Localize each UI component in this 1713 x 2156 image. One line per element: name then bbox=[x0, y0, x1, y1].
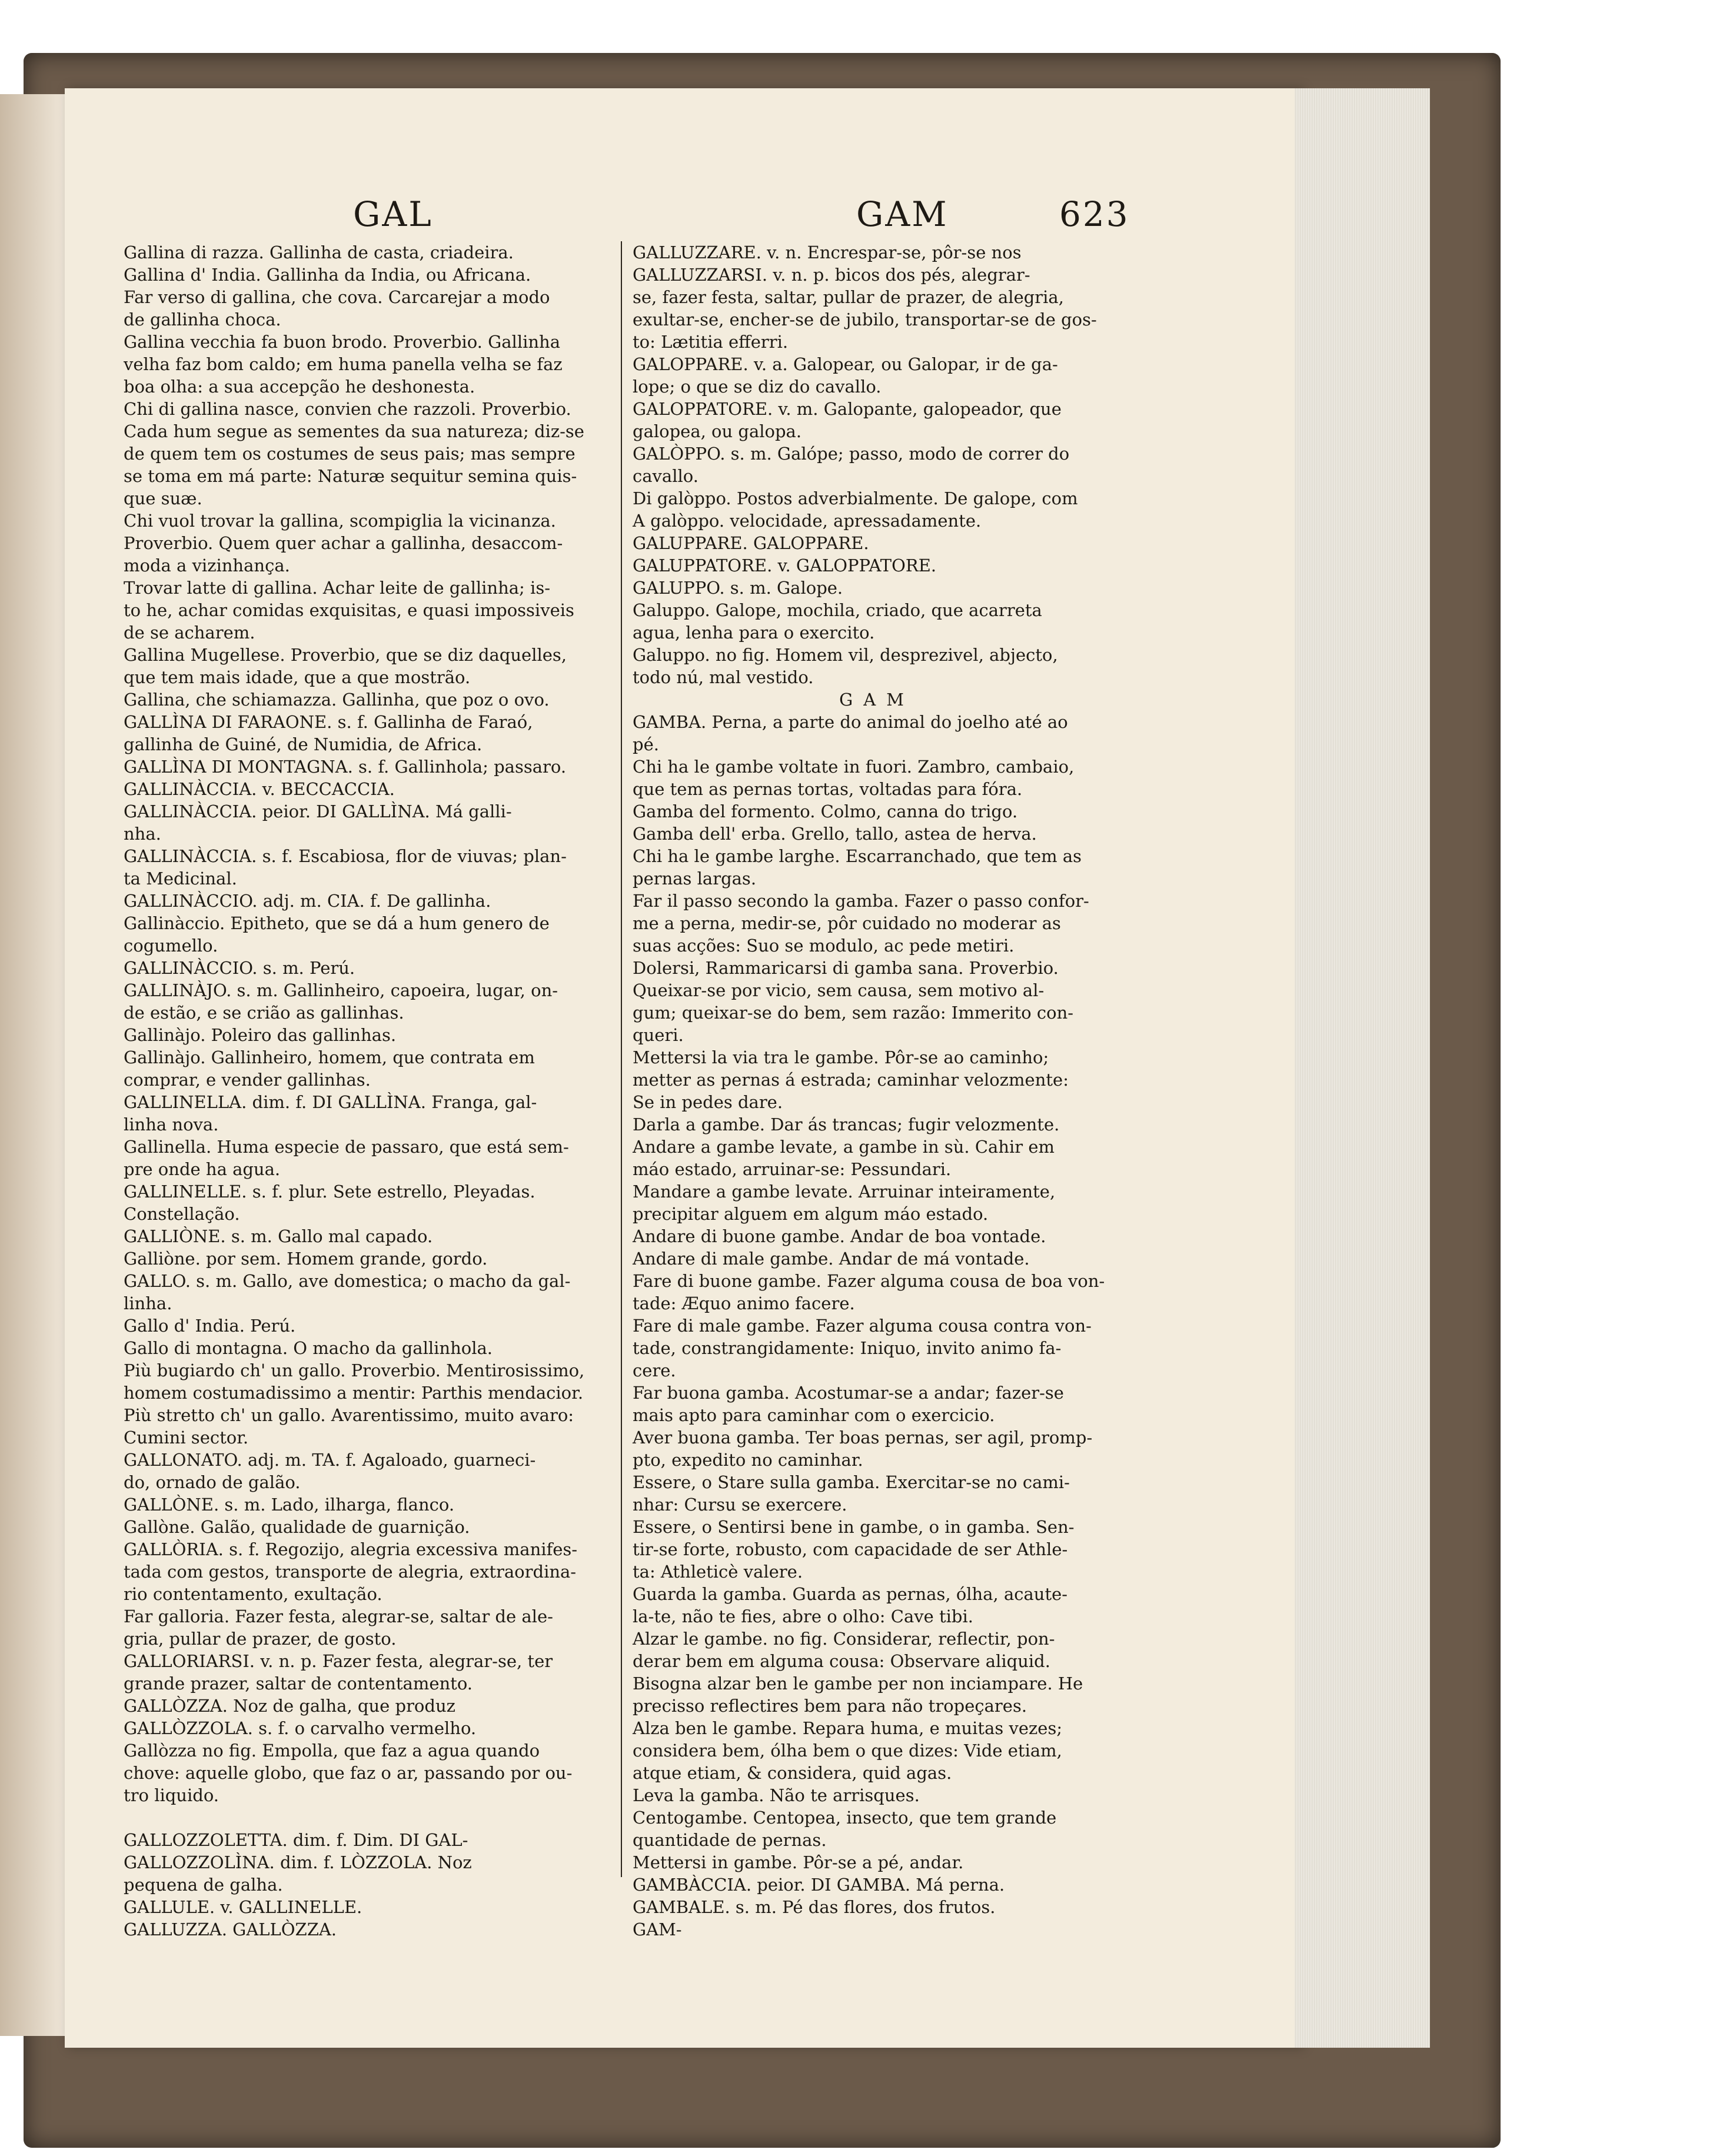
text-line: Galliòne. por sem. Homem grande, gordo. bbox=[124, 1249, 488, 1269]
text-line: Gallina vecchia fa buon brodo. Proverbio. Gallinha bbox=[124, 332, 561, 352]
text-line: to: Lætitia efferri. bbox=[633, 332, 789, 352]
text-line: GALLUZZA. GALLÒZZA. bbox=[124, 1919, 337, 1939]
text-line: pé. bbox=[633, 734, 659, 754]
text-line: de se acharem. bbox=[124, 623, 255, 643]
text-line: pto, expedito no caminhar. bbox=[633, 1450, 863, 1470]
text-line: suas acções: Suo se modulo, ac pede metiri. bbox=[633, 936, 1015, 956]
text-line: Galuppo. no fig. Homem vil, desprezivel, abjecto, bbox=[633, 645, 1058, 665]
running-head-left: GAL bbox=[353, 194, 433, 234]
text-line: de quem tem os costumes de seus pais; mas sempre bbox=[124, 444, 576, 464]
text-line: Di galòppo. Postos adverbialmente. De galope, com bbox=[633, 488, 1078, 508]
text-line: Gallo d' India. Perú. bbox=[124, 1316, 296, 1336]
text-line bbox=[124, 1806, 612, 1829]
text-line: quantidade de pernas. bbox=[633, 1830, 827, 1850]
text-line: ta Medicinal. bbox=[124, 869, 237, 889]
text-line: que suæ. bbox=[124, 488, 202, 508]
text-line: precisso reflectires bem para não tropeçares. bbox=[633, 1696, 1027, 1716]
text-line: Andare di male gambe. Andar de má vontade. bbox=[633, 1249, 1030, 1269]
text-line: GALLULE. v. GALLINELLE. bbox=[124, 1897, 362, 1917]
text-line: GALLINÀCCIO. s. m. Perú. bbox=[124, 958, 355, 978]
text-line: Gallinàjo. Gallinheiro, homem, que contrata em bbox=[124, 1047, 535, 1067]
text-line: GALLÒRIA. s. f. Regozijo, alegria excessiva manifes- bbox=[124, 1539, 578, 1559]
text-line: lope; o que se diz do cavallo. bbox=[633, 377, 882, 397]
text-line: gallinha de Guiné, de Numidia, de Africa. bbox=[124, 734, 483, 754]
text-line: Far il passo secondo la gamba. Fazer o passo confor- bbox=[633, 891, 1089, 911]
text-line: nha. bbox=[124, 824, 161, 844]
text-line: GALLINÀCCIO. adj. m. CIA. f. De gallinha. bbox=[124, 891, 491, 911]
left-page-edge bbox=[0, 94, 65, 2036]
text-line: Gallina, che schiamazza. Gallinha, que poz o ovo. bbox=[124, 690, 550, 710]
text-line: Mandare a gambe levate. Arruinar inteiramente, bbox=[633, 1182, 1056, 1202]
text-line: Gallòne. Galão, qualidade de guarnição. bbox=[124, 1517, 470, 1537]
text-line: pernas largas. bbox=[633, 869, 757, 889]
text-line: Far verso di gallina, che cova. Carcarejar a modo bbox=[124, 287, 550, 307]
text-line: precipitar alguem em algum máo estado. bbox=[633, 1204, 989, 1224]
text-line: GALLINÀCCIA. v. BECCACCIA. bbox=[124, 779, 395, 799]
text-line: tada com gestos, transporte de alegria, extraordina- bbox=[124, 1562, 577, 1582]
text-line: Andare a gambe levate, a gambe in sù. Cahir em bbox=[633, 1137, 1055, 1157]
text-line: Andare di buone gambe. Andar de boa vontade. bbox=[633, 1226, 1046, 1246]
text-line: Fare di male gambe. Fazer alguma cousa contra von- bbox=[633, 1316, 1092, 1336]
column-rule bbox=[621, 241, 622, 1877]
text-line: boa olha: a sua accepção he deshonesta. bbox=[124, 377, 475, 397]
text-line: Gallina d' India. Gallinha da India, ou Africana. bbox=[124, 265, 531, 285]
text-line: GALLINÀCCIA. peior. DI GALLÌNA. Má galli- bbox=[124, 801, 512, 821]
text-line: ta: Athleticè valere. bbox=[633, 1562, 803, 1582]
text-line: tade: Æquo animo facere. bbox=[633, 1293, 855, 1313]
text-line: GALLO. s. m. Gallo, ave domestica; o macho da gal- bbox=[124, 1271, 571, 1291]
text-line: Chi ha le gambe larghe. Escarranchado, que tem as bbox=[633, 846, 1082, 866]
text-line: GALÒPPO. s. m. Galópe; passo, modo de correr do bbox=[633, 444, 1070, 464]
text-line: cavallo. bbox=[633, 466, 698, 486]
text-line: Gallinella. Huma especie de passaro, que está sem- bbox=[124, 1137, 569, 1157]
text-line: GALLUZZARSI. v. n. p. bicos dos pés, alegrar- bbox=[633, 265, 1030, 285]
text-line: GALLORIARSI. v. n. p. Fazer festa, alegrar-se, ter bbox=[124, 1651, 553, 1671]
text-line: Gallina di razza. Gallinha de casta, criadeira. bbox=[124, 242, 514, 262]
text-line: Chi vuol trovar la gallina, scompiglia la vicinanza. bbox=[124, 511, 556, 531]
text-line: Leva la gamba. Não te arrisques. bbox=[633, 1785, 920, 1805]
text-line: GALLÒZZOLA. s. f. o carvalho vermelho. bbox=[124, 1718, 477, 1738]
text-line: la-te, não te fies, abre o olho: Cave tibi. bbox=[633, 1606, 973, 1626]
text-line: GALLINELLE. s. f. plur. Sete estrello, Pleyadas. bbox=[124, 1182, 535, 1202]
text-line: Gallinàccio. Epitheto, que se dá a hum genero de bbox=[124, 913, 550, 933]
text-line: A galòppo. velocidade, apressadamente. bbox=[633, 511, 982, 531]
text-line: GALLÌNA DI MONTAGNA. s. f. Gallinhola; passaro. bbox=[124, 757, 567, 777]
text-line: gum; queixar-se do bem, sem razão: Immerito con- bbox=[633, 1003, 1074, 1023]
text-line: do, ornado de galão. bbox=[124, 1472, 301, 1492]
text-line: GALLÌNA DI FARAONE. s. f. Gallinha de Faraó, bbox=[124, 712, 533, 732]
text-line: GAMBA. Perna, a parte do animal do joelho até ao bbox=[633, 712, 1068, 732]
text-line: GALUPPARE. GALOPPARE. bbox=[633, 533, 869, 553]
text-line: Guarda la gamba. Guarda as pernas, ólha, acaute- bbox=[633, 1584, 1068, 1604]
text-line: derar bem em alguma cousa: Observare aliquid. bbox=[633, 1651, 1050, 1671]
text-line: Queixar-se por vicio, sem causa, sem motivo al- bbox=[633, 980, 1045, 1000]
text-line: velha faz bom caldo; em huma panella velha se faz bbox=[124, 354, 563, 374]
text-line: comprar, e vender gallinhas. bbox=[124, 1070, 371, 1090]
text-line: GALLIÒNE. s. m. Gallo mal capado. bbox=[124, 1226, 433, 1246]
text-line: tro liquido. bbox=[124, 1785, 219, 1805]
text-line: se, fazer festa, saltar, pullar de prazer, de alegria, bbox=[633, 287, 1064, 307]
text-line: Mettersi in gambe. Pôr-se a pé, andar. bbox=[633, 1852, 964, 1872]
text-line: Chi ha le gambe voltate in fuori. Zambro, cambaio, bbox=[633, 757, 1075, 777]
right-column bbox=[633, 241, 1121, 1941]
text-line: se toma em má parte: Naturæ sequitur semina quis- bbox=[124, 466, 577, 486]
text-line: de estão, e se crião as gallinhas. bbox=[124, 1003, 404, 1023]
text-line: GALUPPO. s. m. Galope. bbox=[633, 578, 843, 598]
text-line: grande prazer, saltar de contentamento. bbox=[124, 1673, 473, 1693]
text-line: chove: aquelle globo, que faz o ar, passando por ou- bbox=[124, 1763, 573, 1783]
text-line: Cumini sector. bbox=[124, 1428, 249, 1448]
text-line: Alza ben le gambe. Repara huma, e muitas vezes; bbox=[633, 1718, 1063, 1738]
text-line: pre onde ha agua. bbox=[124, 1159, 281, 1179]
page-fore-edge bbox=[1295, 88, 1430, 2048]
text-line: GALLINÀJO. s. m. Gallinheiro, capoeira, lugar, on- bbox=[124, 980, 558, 1000]
text-line: Gamba dell' erba. Grello, tallo, astea de herva. bbox=[633, 824, 1037, 844]
text-line: agua, lenha para o exercito. bbox=[633, 623, 875, 643]
text-line: Essere, o Sentirsi bene in gambe, o in gamba. Sen- bbox=[633, 1517, 1075, 1537]
text-line: moda a vizinhança. bbox=[124, 555, 290, 575]
text-line: Gallòzza no fig. Empolla, que faz a agua quando bbox=[124, 1741, 540, 1761]
text-line: pequena de galha. bbox=[124, 1875, 283, 1895]
text-line: linha. bbox=[124, 1293, 172, 1313]
text-line: gria, pullar de prazer, de gosto. bbox=[124, 1629, 397, 1649]
text-line: Far buona gamba. Acostumar-se a andar; fazer-se bbox=[633, 1383, 1064, 1403]
text-line: GAMBÀCCIA. peior. DI GAMBA. Má perna. bbox=[633, 1875, 1005, 1895]
page-number: 623 bbox=[1059, 194, 1130, 234]
text-line: GAMBALE. s. m. Pé das flores, dos frutos. bbox=[633, 1897, 996, 1917]
text-line: galopea, ou galopa. bbox=[633, 421, 802, 441]
text-line: GAM bbox=[839, 690, 914, 710]
text-line: Dolersi, Rammaricarsi di gamba sana. Proverbio. bbox=[633, 958, 1059, 978]
text-line: metter as pernas á estrada; caminhar velozmente: bbox=[633, 1070, 1069, 1090]
text-line: GALLINÀCCIA. s. f. Escabiosa, flor de viuvas; plan- bbox=[124, 846, 567, 866]
text-line: todo nú, mal vestido. bbox=[633, 667, 814, 687]
text-line: atque etiam, & considera, quid agas. bbox=[633, 1763, 952, 1783]
text-line: mais apto para caminhar com o exercicio. bbox=[633, 1405, 995, 1425]
text-line: Alzar le gambe. no fig. Considerar, reflectir, pon- bbox=[633, 1629, 1055, 1649]
text-line: GALLINELLA. dim. f. DI GALLÌNA. Franga, gal- bbox=[124, 1092, 537, 1112]
text-line: que tem as pernas tortas, voltadas para fóra. bbox=[633, 779, 1023, 799]
text-line: GALLUZZARE. v. n. Encrespar-se, pôr-se nos bbox=[633, 242, 1022, 262]
text-line: Constellação. bbox=[124, 1204, 240, 1224]
running-head-center: GAM bbox=[856, 194, 949, 234]
text-line: GALLOZZOLÌNA. dim. f. LÒZZOLA. Noz bbox=[124, 1852, 472, 1872]
text-line: GALOPPARE. v. a. Galopear, ou Galopar, ir de ga- bbox=[633, 354, 1058, 374]
text-line: Chi di gallina nasce, convien che razzoli. Proverbio. bbox=[124, 399, 571, 419]
text-line: Cada hum segue as sementes da sua natureza; diz-se bbox=[124, 421, 584, 441]
text-line: Aver buona gamba. Ter boas pernas, ser agil, promp- bbox=[633, 1428, 1093, 1448]
text-line: Più bugiardo ch' un gallo. Proverbio. Mentirosissimo, bbox=[124, 1360, 585, 1380]
text-line: Se in pedes dare. bbox=[633, 1092, 783, 1112]
text-line: máo estado, arruinar-se: Pessundari. bbox=[633, 1159, 952, 1179]
text-line: Proverbio. Quem quer achar a gallinha, desaccom- bbox=[124, 533, 563, 553]
text-line: cogumello. bbox=[124, 936, 218, 956]
text-line: nhar: Cursu se exercere. bbox=[633, 1495, 847, 1515]
text-line: Gallina Mugellese. Proverbio, que se diz daquelles, bbox=[124, 645, 567, 665]
text-line: homem costumadissimo a mentir: Parthis mendacior. bbox=[124, 1383, 584, 1403]
text-line: Gallinàjo. Poleiro das gallinhas. bbox=[124, 1025, 397, 1045]
text-line: me a perna, medir-se, pôr cuidado no moderar as bbox=[633, 913, 1061, 933]
text-line: Galuppo. Galope, mochila, criado, que acarreta bbox=[633, 600, 1042, 620]
text-line: GALUPPATORE. v. GALOPPATORE. bbox=[633, 555, 937, 575]
text-line: Gallo di montagna. O macho da gallinhola. bbox=[124, 1338, 493, 1358]
text-line: Bisogna alzar ben le gambe per non inciampare. He bbox=[633, 1673, 1083, 1693]
text-line: queri. bbox=[633, 1025, 684, 1045]
text-line: Essere, o Stare sulla gamba. Exercitar-se no cami- bbox=[633, 1472, 1070, 1492]
text-line: rio contentamento, exultação. bbox=[124, 1584, 382, 1604]
text-line: Fare di buone gambe. Fazer alguma cousa de boa von- bbox=[633, 1271, 1105, 1291]
text-line: to he, achar comidas exquisitas, e quasi impossiveis bbox=[124, 600, 574, 620]
text-line: GAM- bbox=[633, 1919, 682, 1939]
text-line: GALLONATO. adj. m. TA. f. Agaloado, guarneci- bbox=[124, 1450, 536, 1470]
text-line: GALLÒNE. s. m. Lado, ilharga, flanco. bbox=[124, 1495, 455, 1515]
text-line: GALLÒZZA. Noz de galha, que produz bbox=[124, 1696, 455, 1716]
text-line: tir-se forte, robusto, com capacidade de ser Athle- bbox=[633, 1539, 1068, 1559]
text-line: tade, constrangidamente: Iniquo, invito animo fa- bbox=[633, 1338, 1062, 1358]
text-line: que tem mais idade, que a que mostrão. bbox=[124, 667, 471, 687]
left-column bbox=[124, 241, 612, 1941]
text-line: Darla a gambe. Dar ás trancas; fugir velozmente. bbox=[633, 1114, 1060, 1134]
text-line: cere. bbox=[633, 1360, 676, 1380]
text-line: GALOPPATORE. v. m. Galopante, galopeador, que bbox=[633, 399, 1062, 419]
text-line: Più stretto ch' un gallo. Avarentissimo, muito avaro: bbox=[124, 1405, 574, 1425]
text-line: Centogambe. Centopea, insecto, que tem grande bbox=[633, 1808, 1057, 1828]
text-line: Gamba del formento. Colmo, canna do trigo. bbox=[633, 801, 1018, 821]
text-line: Mettersi la via tra le gambe. Pôr-se ao caminho; bbox=[633, 1047, 1049, 1067]
text-line: Far galloria. Fazer festa, alegrar-se, saltar de ale- bbox=[124, 1606, 553, 1626]
text-line: GALLOZZOLETTA. dim. f. Dim. DI GAL- bbox=[124, 1830, 468, 1850]
text-line: linha nova. bbox=[124, 1114, 219, 1134]
text-line: Trovar latte di gallina. Achar leite de gallinha; is- bbox=[124, 578, 550, 598]
text-line: de gallinha choca. bbox=[124, 310, 281, 330]
text-line: considera bem, ólha bem o que dizes: Vide etiam, bbox=[633, 1741, 1062, 1761]
text-line: exultar-se, encher-se de jubilo, transportar-se de gos- bbox=[633, 310, 1097, 330]
